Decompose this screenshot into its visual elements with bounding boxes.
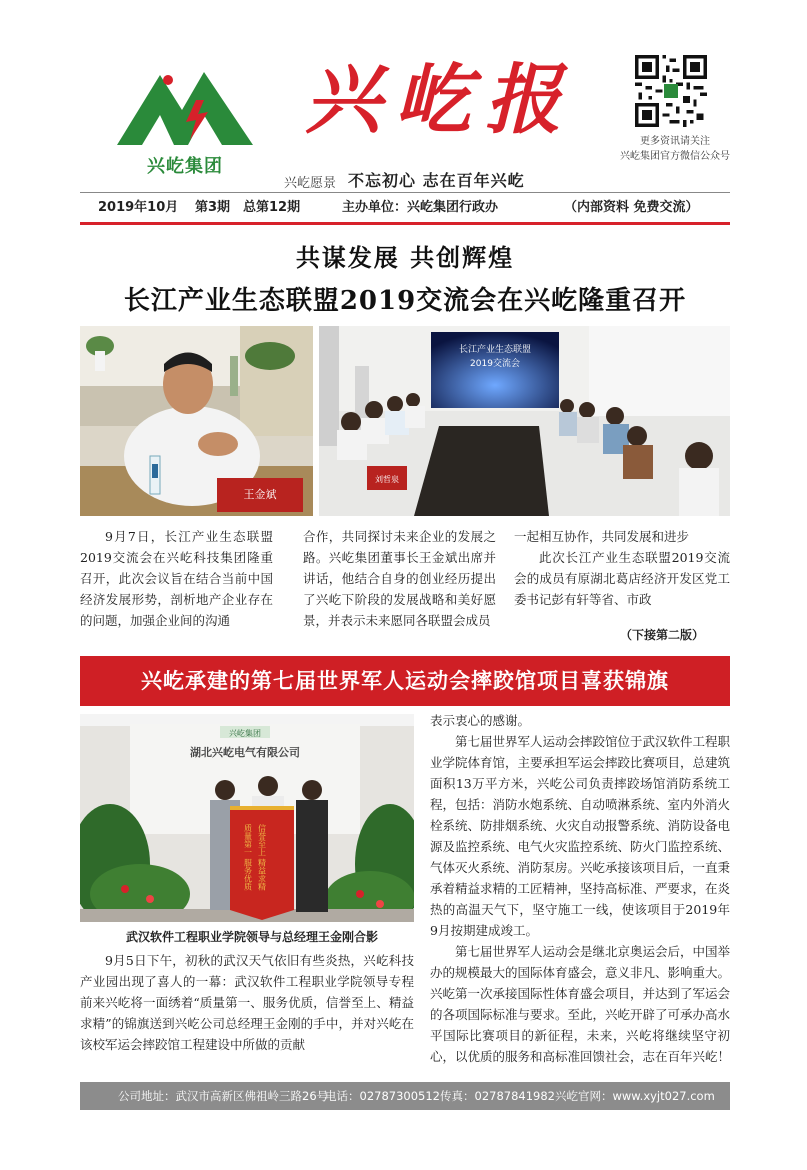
divider bbox=[80, 192, 730, 193]
article2-paragraph3: 第七届世界军人运动会摔跤馆位于武汉软件工程职业学院体育馆，主要承担军运会摔跤比赛项目，总建筑面积13万平方米，兴屹公司负责摔跤场馆消防系统工程，包括：消防水炮系统、自动喷淋系统、室内外消火栓系统、防排烟系统、火灾自动报警系统、消防设备电源及监控系统、电气火灾监控系统、防火门监控系统、气体灭火系统、消防泵房。兴屹承接该项目后，一直秉承着精益求精的工匠精神，坚持高标准、严要求，在炎热的高温天气下，坚守施工一线，使该项目于2019年9月按期建成竣工。 bbox=[430, 734, 731, 938]
svg-text:2019交流会: 2019交流会 bbox=[470, 359, 520, 369]
issue-info bbox=[80, 196, 730, 216]
article1-headline-top: 共谋发展 共创辉煌 bbox=[295, 243, 515, 272]
article1-column1 bbox=[80, 526, 273, 631]
svg-text:质量第一 服务优质: 质量第一 服务优质 bbox=[243, 824, 253, 891]
company-logo bbox=[112, 60, 258, 180]
svg-text:信誉至上 精益求精: 信誉至上 精益求精 bbox=[257, 824, 267, 891]
continued-note: （下接第二版） bbox=[620, 628, 705, 642]
footer-fax: 传真：02787841982 bbox=[440, 1089, 555, 1103]
issue-number: 第3期 bbox=[195, 200, 231, 215]
qr-caption bbox=[602, 134, 748, 164]
divider-red bbox=[80, 222, 730, 225]
issue-host: 主办单位：兴屹集团行政办 bbox=[342, 200, 499, 215]
svg-text:刘哲泉: 刘哲泉 bbox=[375, 475, 399, 484]
issue-date: 2019年10月 bbox=[98, 200, 179, 215]
mountain-logo-icon bbox=[112, 60, 258, 160]
photo-caption: 武汉软件工程职业学院领导与总经理王金刚合影 bbox=[125, 930, 378, 944]
footer-phone: 电话：02787300512 bbox=[325, 1089, 440, 1103]
article2-paragraph2: 表示衷心的感谢。 bbox=[430, 713, 531, 728]
slogan: 不忘初心 志在百年兴屹 bbox=[348, 171, 525, 190]
qr-caption-line2: 兴屹集团官方微信公众号 bbox=[620, 151, 730, 162]
photo-conference-room bbox=[319, 326, 730, 516]
article1-paragraph3: 一起相互协作，共同发展和进步 bbox=[514, 529, 690, 544]
article1-headline-main: 长江产业生态联盟2019交流会在兴屹隆重召开 bbox=[123, 286, 687, 316]
svg-text:兴屹集团: 兴屹集团 bbox=[229, 729, 261, 738]
photo-speaker bbox=[80, 326, 313, 516]
issue-total: 总第12期 bbox=[243, 200, 301, 215]
article2-right-column bbox=[430, 710, 730, 1067]
masthead bbox=[0, 0, 807, 195]
footer-website[interactable]: 兴屹官网：www.xyjt027.com bbox=[555, 1089, 715, 1103]
article2-paragraph1: 9月5日下午，初秋的武汉天气依旧有些炎热，兴屹科技产业园出现了喜人的一幕：武汉软件工程职业学院领导专程前来兴屹将一面绣着“质量第一、服务优质，信誉至上、精益求精”的锦旗送到兴屹公司总经理王金刚的手中，并对兴屹在该校军运会摔跤馆工程建设中所做的贡献 bbox=[80, 953, 414, 1052]
svg-text:长江产业生态联盟: 长江产业生态联盟 bbox=[458, 345, 532, 355]
article1-paragraph4: 此次长江产业生态联盟2019交流会的成员有原湖北葛店经济开发区党工委书记彭有轩等省、市政 bbox=[514, 550, 730, 607]
svg-text:王金斌: 王金斌 bbox=[243, 488, 277, 501]
footer-address: 公司地址：武汉市高新区佛祖岭三路26号 bbox=[118, 1089, 329, 1103]
article1-column3 bbox=[514, 526, 730, 610]
article2-paragraph4: 第七届世界军人运动会是继北京奥运会后，中国举办的规模最大的国际体育盛会，意义非凡、影响重大。兴屹第一次承接国际性体育盛会项目，并达到了军运会的各项国际标准与要求。至此，兴屹开辟了可承办高水平国际比赛项目的新征程，未来，兴屹将继续坚守初心，以优质的服务和高标准回馈社会，志在百年兴屹！ bbox=[430, 944, 731, 1064]
svg-text:湖北兴屹电气有限公司: 湖北兴屹电气有限公司 bbox=[190, 746, 300, 759]
photo-pennant-presentation bbox=[80, 714, 414, 922]
article1-paragraph2: 合作，共同探讨未来企业的发展之路。兴屹集团董事长王金斌出席并讲话，他结合自身的创业经历提出了兴屹下阶段的发展战略和美好愿景，并表示未来愿同各联盟会成员 bbox=[303, 529, 496, 628]
article2-headline-banner: 兴屹承建的第七届世界军人运动会摔跤馆项目喜获锦旗 bbox=[80, 656, 730, 706]
slogan-prefix: 兴屹愿景 bbox=[284, 176, 337, 191]
footer-bar bbox=[80, 1082, 730, 1110]
newspaper-title: 兴屹报 bbox=[305, 55, 575, 144]
qr-caption-line1: 更多资讯请关注 bbox=[640, 136, 710, 147]
article1-column2 bbox=[303, 526, 496, 631]
article1-paragraph1: 9月7日，长江产业生态联盟2019交流会在兴屹科技集团隆重召开，此次会议旨在结合当前中国经济发展形势，剖析地产企业存在的问题，加强企业间的沟通 bbox=[80, 529, 273, 628]
logo-text: 兴屹集团 bbox=[147, 156, 223, 177]
article2-left-column bbox=[80, 950, 414, 1055]
issue-note: （内部资料 免费交流） bbox=[564, 200, 699, 215]
qr-code-icon[interactable] bbox=[635, 55, 707, 127]
